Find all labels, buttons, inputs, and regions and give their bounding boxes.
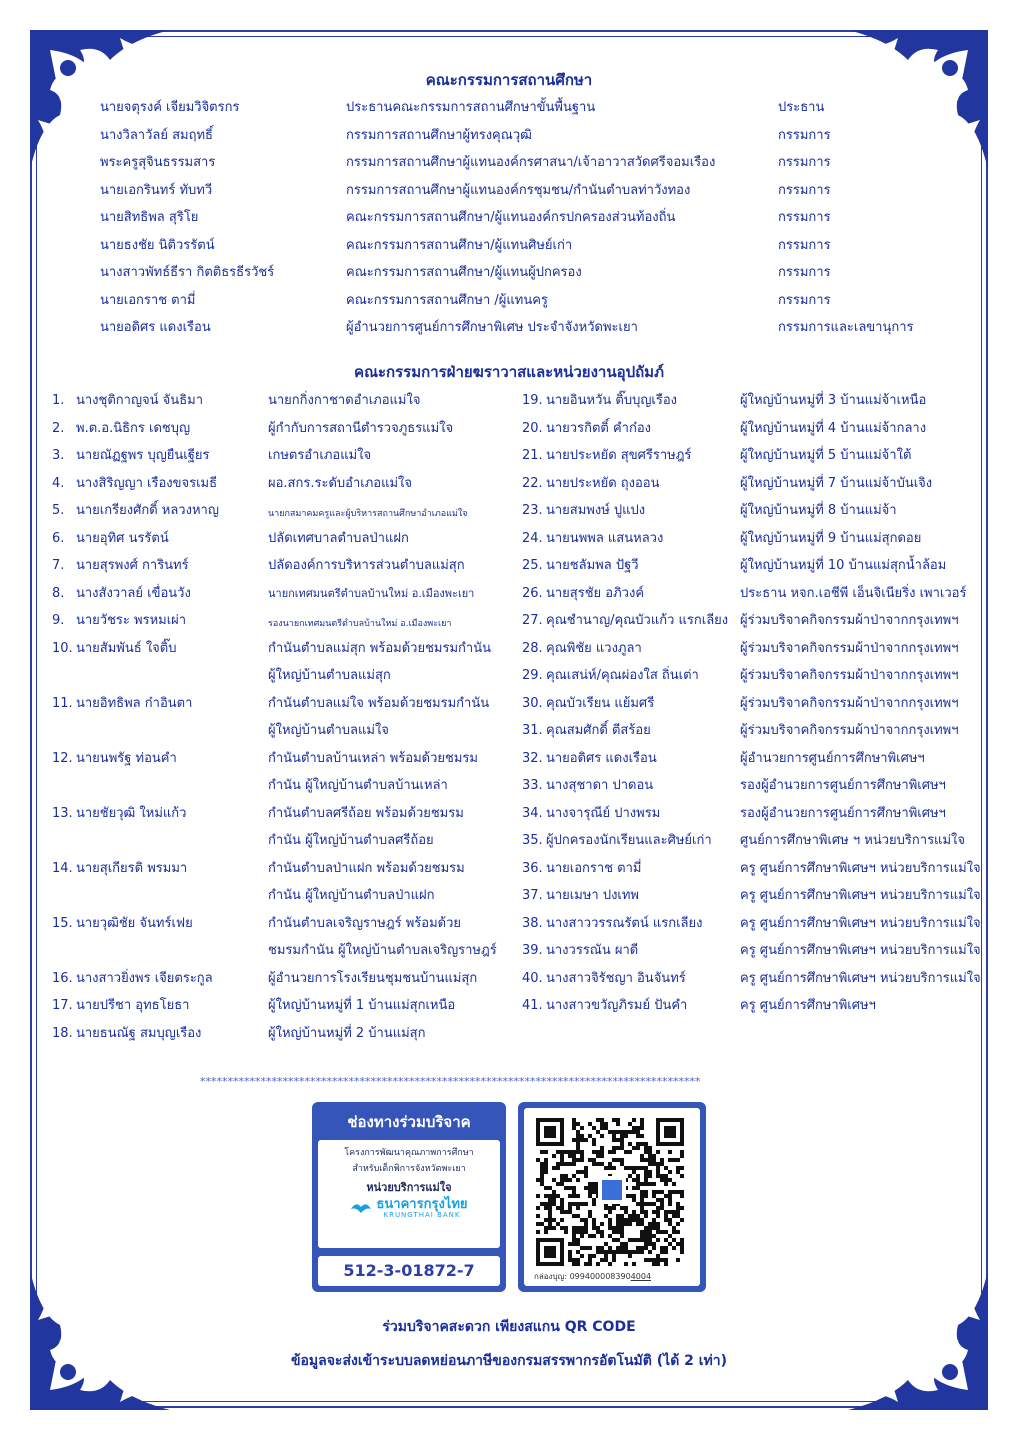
support-role: ครู ศูนย์การศึกษาพิเศษฯ หน่วยบริการแม่ใจ: [740, 970, 981, 986]
support-name: นายเมษา ปงเทพ: [546, 888, 639, 903]
support-role: ผู้ร่วมบริจาคกิจกรรมผ้าป่าจากกรุงเทพฯ: [740, 640, 959, 656]
committee-member-name: นายสิทธิพล สุริโย: [100, 210, 199, 225]
support-number: 2.: [52, 420, 65, 436]
support-number: 30.: [522, 695, 543, 711]
support-number: 27.: [522, 613, 543, 628]
support-role: ผู้ใหญ่บ้านหมู่ที่ 2 บ้านแม่สุก: [268, 1025, 426, 1041]
bank-name-en: KRUNGTHAI BANK: [383, 1211, 461, 1219]
committee-member-role: คณะกรรมการสถานศึกษา/ผู้แทนศิษย์เก่า: [346, 237, 573, 253]
support-name: นางสาววรรณรัตน์ แรกเลียง: [546, 915, 703, 931]
support-role-continued: กำนัน ผู้ใหญ่บ้านตำบลบ้านเหล่า: [268, 778, 448, 793]
support-number: 23.: [522, 503, 543, 518]
support-number: 31.: [522, 723, 543, 738]
qr-code-icon[interactable]: [536, 1118, 688, 1266]
footer-line-1: ร่วมบริจาคสะดวก เพียงสแกน QR CODE: [382, 1319, 636, 1335]
support-name: คุณชำนาญ/คุณบัวแก้ว แรกเลียง: [546, 613, 729, 628]
support-role: ครู ศูนย์การศึกษาพิเศษฯ หน่วยบริการแม่ใจ: [740, 915, 981, 931]
qr-panel: [524, 1108, 700, 1286]
committee-member-name: นางสาวพัทธ์ธีรา กิตติธรธีรวัชร์: [100, 265, 275, 280]
support-number: 12.: [52, 750, 73, 766]
qr-caption: กล่องบุญ: 0994000083904004: [534, 1272, 652, 1281]
divider: *******************************************************************************************: [200, 1075, 701, 1088]
committee-member-role: กรรมการสถานศึกษาผู้แทนองค์กรชุมชน/กำนันตำบลท่าวังทอง: [346, 182, 691, 198]
support-name: นางสิริญญา เรืองขจรเมธี: [76, 475, 218, 491]
donation-heading: ช่องทางร่วมบริจาค: [347, 1113, 471, 1131]
support-number: 9.: [52, 613, 65, 628]
support-number: 11.: [52, 695, 73, 711]
support-role-continued: ผู้ใหญ่บ้านตำบลแม่สุก: [268, 668, 391, 683]
support-name: นายนพรัฐ ท่อนคำ: [76, 750, 177, 766]
committee-member-role: กรรมการสถานศึกษาผู้แทนองค์กรศาสนา/เจ้าอาวาสวัดศรีจอมเรือง: [346, 155, 716, 170]
support-name: คุณพิชัย แวงภูลา: [546, 640, 642, 656]
support-role: รองนายกเทศมนตรีตำบลบ้านใหม่ อ.เมืองพะเยา: [268, 619, 452, 629]
donation-info: [318, 1140, 500, 1248]
support-role: ครู ศูนย์การศึกษาพิเศษฯ หน่วยบริการแม่ใจ: [740, 943, 981, 958]
support-name: นางสุชาดา ปาดอน: [546, 778, 654, 793]
support-number: 6.: [52, 530, 65, 546]
committee-member-position: กรรมการ: [778, 127, 831, 143]
committee-member-role: ประธานคณะกรรมการสถานศึกษาขั้นพื้นฐาน: [346, 100, 596, 115]
support-role: ผู้ร่วมบริจาคกิจกรรมผ้าป่าจากกรุงเทพฯ: [740, 723, 959, 738]
support-role-continued: ชมรมกำนัน ผู้ใหญ่บ้านตำบลเจริญราษฎร์: [268, 943, 497, 958]
support-name: นายชลัมพล ปัฐวี: [546, 558, 639, 573]
support-number: 37.: [522, 888, 543, 903]
support-role: ผู้ใหญ่บ้านหมู่ที่ 9 บ้านแม่สุกดอย: [740, 530, 922, 546]
support-role: ผู้อำนวยการศูนย์การศึกษาพิเศษฯ: [740, 750, 925, 766]
support-role: กำนันตำบลแม่สุก พร้อมด้วยชมรมกำนัน: [268, 640, 491, 656]
donation-card: [312, 1102, 506, 1292]
support-role: ผู้ร่วมบริจาคกิจกรรมผ้าป่าจากกรุงเทพฯ: [740, 668, 959, 683]
support-number: 3.: [52, 448, 65, 463]
committee-member-role: คณะกรรมการสถานศึกษา /ผู้แทนครู: [346, 292, 548, 308]
support-number: 16.: [52, 970, 73, 986]
support-name: นางสังวาลย์ เขื่อนวัง: [76, 585, 191, 601]
committee-member-name: นายจตุรงค์ เจียมวิจิตรกร: [100, 100, 240, 115]
support-number: 36.: [522, 860, 543, 876]
support-number: 8.: [52, 585, 65, 601]
support-name: นายอดิศร แดงเรือน: [546, 750, 657, 766]
committee-member-name: พระครูสุจินธรรมสาร: [100, 155, 216, 170]
support-number: 39.: [522, 943, 543, 958]
support-name: นายเอกราช ตามี่: [546, 860, 642, 876]
committee-member-role: คณะกรรมการสถานศึกษา/ผู้แทนผู้ปกครอง: [346, 265, 582, 280]
committee-member-position: กรรมการ: [778, 182, 831, 198]
support-number: 17.: [52, 998, 73, 1013]
qr-card: [518, 1102, 706, 1292]
support-name: คุณบัวเรียน แย้มศรี: [546, 695, 655, 711]
support-name: นายสุเกียรติ พรมมา: [76, 860, 188, 876]
account-number: 512-3-01872-7: [318, 1256, 500, 1286]
support-role: นายกกิ่งกาชาดอำเภอแม่ใจ: [268, 393, 421, 408]
support-role: ศูนย์การศึกษาพิเศษ ฯ หน่วยบริการแม่ใจ: [740, 833, 965, 848]
committee-member-position: กรรมการ: [778, 292, 831, 308]
support-name: นางวรรณัน ผาดี: [546, 943, 639, 958]
support-name: นายสุรพงศ์ การินทร์: [76, 558, 189, 573]
bank-logo: [318, 1198, 500, 1219]
support-name: คุณสมศักดิ์ ตีสร้อย: [546, 723, 651, 738]
support-name: นายวรกิตติ์ คำก๋อง: [546, 420, 651, 436]
support-name: นายปรีชา อุทธโยธา: [76, 998, 190, 1013]
support-name: นายธนณัฐ สมบุญเรือง: [76, 1025, 202, 1041]
support-number: 4.: [52, 475, 65, 491]
support-name: นายวุฒิชัย จันทร์เฟย: [76, 915, 193, 931]
support-number: 29.: [522, 668, 543, 683]
support-number: 35.: [522, 833, 543, 848]
support-name: นายสุรชัย อภิวงค์: [546, 585, 645, 601]
committee-member-name: นายเอกรินทร์ ทับทวี: [100, 182, 213, 198]
support-number: 5.: [52, 503, 65, 518]
committee-member-position: ประธาน: [778, 100, 825, 115]
support-name: นายประหยัด ถุงออน: [546, 475, 660, 491]
support-name: นางสาวจิรัชญา อินจันทร์: [546, 970, 686, 986]
committee-member-role: คณะกรรมการสถานศึกษา/ผู้แทนองค์กรปกครองส่วนท้องถิ่น: [346, 210, 676, 225]
committee-member-position: กรรมการ: [778, 155, 831, 170]
support-role: ผู้ใหญ่บ้านหมู่ที่ 5 บ้านแม่จ้าใต้: [740, 448, 912, 463]
project-line-1: โครงการพัฒนาคุณภาพการศึกษา: [344, 1148, 474, 1158]
support-number: 41.: [522, 998, 543, 1013]
support-number: 32.: [522, 750, 543, 766]
support-number: 15.: [52, 915, 73, 931]
support-name: นางจารุณีย์ ปางพรม: [546, 805, 661, 821]
support-number: 1.: [52, 393, 65, 408]
support-role: ประธาน หจก.เอชีพี เอ็นจิเนียริ่ง เพาเวอร์: [740, 585, 967, 601]
support-title: คณะกรรมการฝ่ายฆราวาสและหน่วยงานอุปถัมภ์: [354, 363, 664, 381]
support-number: 19.: [522, 393, 543, 408]
support-number: 18.: [52, 1025, 73, 1041]
committee-member-position: กรรมการ: [778, 237, 831, 253]
support-role: ผู้ใหญ่บ้านหมู่ที่ 7 บ้านแม่จ้าบันเจิง: [740, 475, 933, 491]
support-name: คุณเสน่ห์/คุณผ่องใส ถิ่นเต่า: [546, 668, 699, 683]
support-role: กำนันตำบลบ้านเหล่า พร้อมด้วยชมรม: [268, 750, 478, 766]
support-role: ครู ศูนย์การศึกษาพิเศษฯ หน่วยบริการแม่ใจ: [740, 860, 981, 876]
support-role: เกษตรอำเภอแม่ใจ: [268, 448, 372, 463]
support-name: นายอินหวัน ติ๊บบุญเรือง: [546, 393, 677, 408]
support-number: 7.: [52, 558, 65, 573]
support-role: ผอ.สกร.ระดับอำเภอแม่ใจ: [268, 475, 412, 491]
support-role: ครู ศูนย์การศึกษาพิเศษฯ: [740, 998, 876, 1013]
support-number: 38.: [522, 915, 543, 931]
committee-title: คณะกรรมการสถานศึกษา: [425, 71, 593, 89]
support-name: พ.ต.อ.นิธิกร เดชบุญ: [76, 420, 191, 436]
support-number: 24.: [522, 530, 543, 546]
support-number: 13.: [52, 805, 73, 821]
support-name: นายณัฏฐพร บุญยืนเฐียร: [76, 448, 210, 463]
support-number: 14.: [52, 860, 73, 876]
support-role: กำนันตำบลศรีถ้อย พร้อมด้วยชมรม: [268, 805, 464, 821]
support-role: กำนันตำบลแม่ใจ พร้อมด้วยชมรมกำนัน: [268, 695, 490, 711]
committee-member-name: นายอดิศร แดงเรือน: [100, 320, 211, 335]
support-role: ผู้ร่วมบริจาคกิจกรรมผ้าป่าจากกรุงเทพฯ: [740, 695, 959, 711]
unit-name: หน่วยบริการแม่ใจ: [366, 1181, 452, 1194]
support-name: ผู้ปกครองนักเรียนและศิษย์เก่า: [546, 833, 712, 848]
support-role: ผู้อำนวยการโรงเรียนชุมชนบ้านแม่สุก: [268, 970, 478, 986]
support-name: นายนพพล แสนหลวง: [546, 530, 664, 546]
support-role: รองผู้อำนวยการศูนย์การศึกษาพิเศษฯ: [740, 805, 946, 821]
support-name: นางสาวขวัญภิรมย์ ปันคำ: [546, 998, 688, 1013]
support-number: 21.: [522, 448, 543, 463]
committee-member-role: กรรมการสถานศึกษาผู้ทรงคุณวุฒิ: [346, 127, 532, 143]
support-name: นายสมพงษ์ ปูแปง: [546, 503, 646, 518]
support-role: ผู้ใหญ่บ้านหมู่ที่ 4 บ้านแม่จ้ากลาง: [740, 420, 927, 436]
support-name: นายชัยวุฒิ ใหม่แก้ว: [76, 805, 187, 821]
corner-ornament-icon: [838, 30, 988, 180]
support-role: นายกสมาคมครูและผู้บริหารสถานศึกษาอำเภอแม่ใจ: [268, 509, 468, 519]
committee-member-name: นายเอกราช ตามี่: [100, 292, 196, 308]
support-role-continued: กำนัน ผู้ใหญ่บ้านตำบลศรีถ้อย: [268, 833, 434, 848]
support-role: นายกเทศมนตรีตำบลบ้านใหม่ อ.เมืองพะเยา: [268, 586, 475, 600]
support-role: ผู้กำกับการสถานีตำรวจภูธรแม่ใจ: [268, 420, 454, 436]
support-role: ปลัดเทศบาลตำบลป่าแฝก: [268, 530, 409, 546]
support-number: 22.: [522, 475, 543, 491]
committee-member-name: นายธงชัย นิติวรรัตน์: [100, 237, 215, 253]
support-name: นายวัชระ พรหมเผ่า: [76, 613, 187, 628]
support-number: 20.: [522, 420, 543, 436]
footer-line-2: ข้อมูลจะส่งเข้าระบบลดหย่อนภาษีของกรมสรรพากรอัตโนมัติ (ได้ 2 เท่า): [290, 1353, 728, 1369]
support-role-continued: ผู้ใหญ่บ้านตำบลแม่ใจ: [268, 723, 389, 738]
support-role-continued: กำนัน ผู้ใหญ่บ้านตำบลป่าแฝก: [268, 888, 435, 903]
committee-member-name: นางวิลาวัลย์ สมฤทธิ์: [100, 127, 213, 143]
support-number: 10.: [52, 640, 73, 656]
support-number: 34.: [522, 805, 543, 821]
support-number: 40.: [522, 970, 543, 986]
support-number: 25.: [522, 558, 543, 573]
support-role: ผู้ร่วมบริจาคกิจกรรมผ้าป่าจากกรุงเทพฯ: [740, 613, 959, 628]
support-name: นายประหยัด สุขศรีราษฎร์: [546, 448, 692, 463]
support-number: 33.: [522, 778, 543, 793]
bird-icon: [350, 1199, 372, 1219]
support-role: กำนันตำบลป่าแฝก พร้อมด้วยชมรม: [268, 860, 465, 876]
support-role: ผู้ใหญ่บ้านหมู่ที่ 3 บ้านแม่จ้าเหนือ: [740, 393, 927, 408]
committee-member-position: กรรมการ: [778, 210, 831, 225]
committee-member-role: ผู้อำนวยการศูนย์การศึกษาพิเศษ ประจำจังหวัดพะเยา: [346, 320, 638, 335]
support-role: ปลัดองค์การบริหารส่วนตำบลแม่สุก: [268, 558, 465, 573]
support-role: ผู้ใหญ่บ้านหมู่ที่ 10 บ้านแม่สุกน้ำล้อม: [740, 558, 947, 573]
support-name: นางสาวยิ่งพร เจียตระกูล: [76, 970, 213, 986]
committee-member-position: กรรมการ: [778, 265, 831, 280]
support-role: ครู ศูนย์การศึกษาพิเศษฯ หน่วยบริการแม่ใจ: [740, 888, 981, 903]
support-name: นายอุทิศ นรรัตน์: [76, 530, 169, 546]
support-name: นายอิทธิพล ก๋าอินตา: [76, 695, 193, 711]
support-role: กำนันตำบลเจริญราษฎร์ พร้อมด้วย: [268, 915, 462, 931]
support-number: 28.: [522, 640, 543, 656]
support-role: ผู้ใหญ่บ้านหมู่ที่ 1 บ้านแม่สุกเหนือ: [268, 998, 456, 1013]
support-number: 26.: [522, 585, 543, 601]
bank-name-th: ธนาคารกรุงไทย: [376, 1197, 468, 1212]
support-role: ผู้ใหญ่บ้านหมู่ที่ 8 บ้านแม่จ้า: [740, 503, 897, 518]
committee-member-position: กรรมการและเลขานุการ: [778, 320, 914, 335]
support-role: รองผู้อำนวยการศูนย์การศึกษาพิเศษฯ: [740, 778, 946, 793]
support-name: นางชุติกาญจน์ จันธิมา: [76, 393, 203, 408]
project-line-2: สำหรับเด็กพิการจังหวัดพะเยา: [352, 1164, 466, 1174]
support-name: นายเกรียงศักดิ์ หลวงหาญ: [76, 503, 219, 518]
support-name: นายสัมพันธ์ ใจติ๊บ: [76, 640, 177, 656]
